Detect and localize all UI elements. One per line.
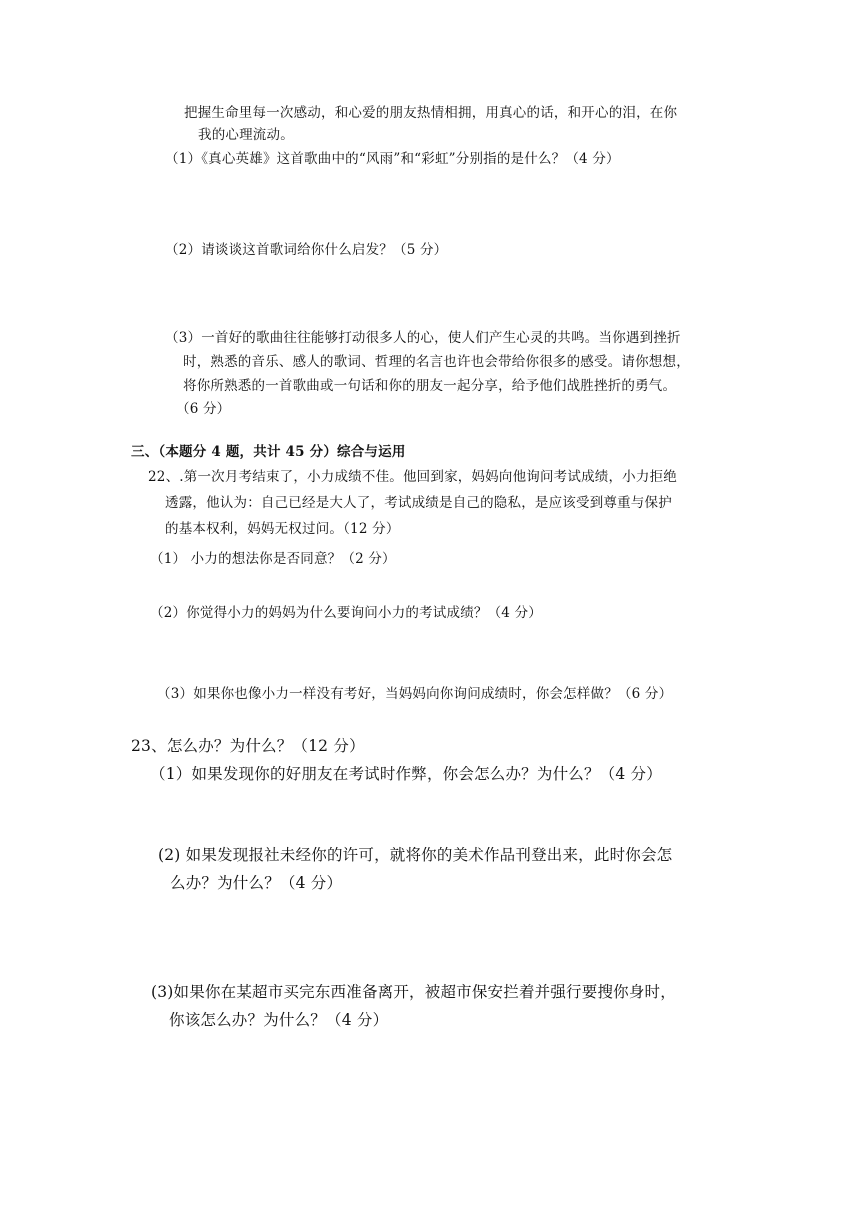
- q22-sub3: （3）如果你也像小力一样没有考好，当妈妈向你询问成绩时，你会怎样做？（6 分）: [157, 686, 673, 702]
- q22-line2: 透露，他认为：自己已经是大人了，考试成绩是自己的隐私，是应该受到尊重与保护: [165, 495, 672, 511]
- lyrics-line-2: 我的心理流动。: [198, 127, 294, 143]
- q22-line3: 的基本权利，妈妈无权过问。（12 分）: [165, 521, 400, 537]
- q21-sub3-line3: 将你所熟悉的一首歌曲或一句话和你的朋友一起分享，给予他们战胜挫折的勇气。: [183, 378, 677, 394]
- q23-sub2-line2: 么办？为什么？（4 分）: [170, 874, 343, 892]
- q22-sub1: （1） 小力的想法你是否同意？（2 分）: [150, 551, 396, 567]
- q23-title: 23、怎么办？为什么？（12 分）: [131, 737, 365, 755]
- section-heading: 三、（本题分 4 题，共计 45 分）综合与运用: [131, 444, 406, 460]
- q22-sub2: （2）你觉得小力的妈妈为什么要询问小力的考试成绩？（4 分）: [150, 605, 542, 621]
- q21-sub3-line2: 时，熟悉的音乐、感人的歌词、哲理的名言也许也会带给你很多的感受。请你想想，: [183, 354, 690, 370]
- q23-sub2-line1: (2) 如果发现报社未经你的许可，就将你的美术作品刊登出来，此时你会怎: [158, 846, 673, 864]
- q23-sub1: （1）如果发现你的好朋友在考试时作弊，你会怎么办？为什么？（4 分）: [150, 765, 662, 783]
- q23-sub3-line2: 你该怎么办？为什么？（4 分）: [169, 1011, 389, 1029]
- q21-sub1: （1）《真心英雄》这首歌曲中的“风雨”和“彩虹”分别指的是什么？（4 分）: [165, 151, 620, 167]
- lyrics-line-1: 把握生命里每一次感动，和心爱的朋友热情相拥，用真心的话，和开心的泪，在你: [184, 105, 678, 121]
- q23-sub3-line1: (3)如果你在某超市买完东西准备离开，被超市保安拦着并强行要搜你身时，: [151, 983, 676, 1001]
- q21-sub2: （2）请谈谈这首歌词给你什么启发？（5 分）: [165, 242, 448, 258]
- q22-line1: 22、.第一次月考结束了，小力成绩不佳。他回到家，妈妈向他询问考试成绩，小力拒绝: [148, 469, 677, 485]
- q21-sub3-line4: （6 分）: [176, 401, 231, 417]
- q21-sub3-line1: （3）一首好的歌曲往往能够打动很多人的心，使人们产生心灵的共鸣。当你遇到挫折: [165, 330, 681, 346]
